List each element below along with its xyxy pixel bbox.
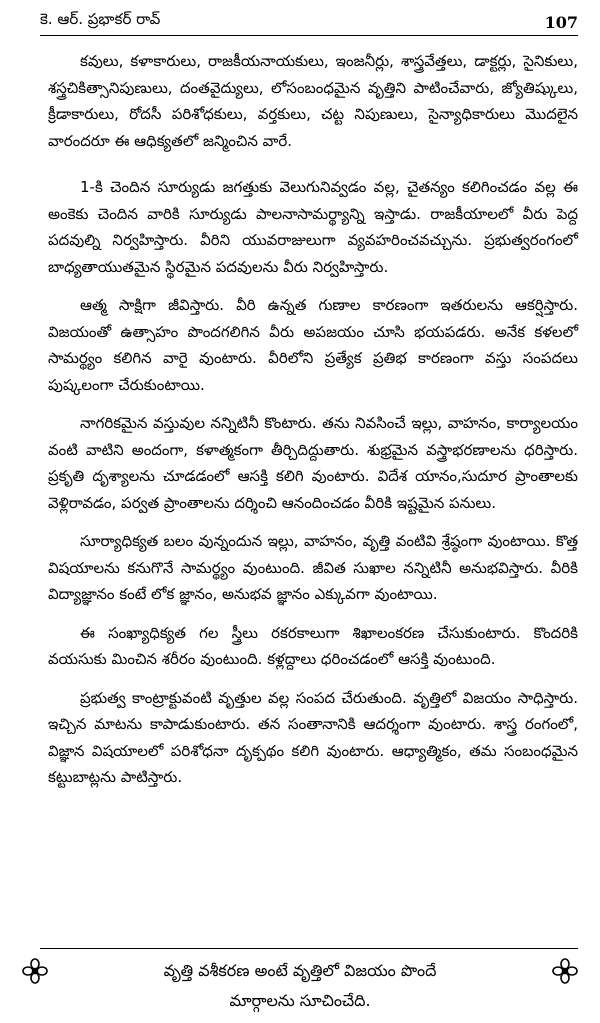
page-header — [40, 6, 578, 36]
page-number: 107 — [544, 13, 578, 32]
footer-note — [20, 956, 580, 1016]
page-body — [48, 48, 578, 803]
paragraph: ప్రభుత్వ కాంట్రాక్టువంటి వృత్తుల వల్ల సంపద చేరుతుంది. వృత్తిలో విజయం సాధిస్తారు. ఇచ్చిన మాటను కాపాడుకుంటారు. తన సంతానానికి ఆదర్శంగా వుంటారు. శాస్త్ర రంగంలో, విజ్ఞాన విషయాలలో పరిశోధనా దృక్పథం కలిగి వుంటారు. ఆధ్యాత్మికం, తమ సంబంధమైన కట్టుబాట్లను పాటిస్తారు. — [48, 688, 578, 786]
paragraph: ఈ సంఖ్యాధిక్యత గల స్త్రీలు రకరకాలుగా శిఖాలంకరణ చేసుకుంటారు. కొందరికి వయసుకు మించిన శరీరం వుంటుంది. కళ్లద్దాలు ధరించడంలో ఆసక్తి వుంటుంది. — [48, 623, 578, 668]
paragraph: నాగరికమైన వస్తువుల నన్నిటినీ కొంటారు. తను నివసించే ఇల్లు, వాహనం, కార్యాలయం వంటి వాటిని అందంగా, కళాత్మకంగా తీర్చిదిద్దుతారు. శుభ్రమైన వస్త్రాభరణాలను ధరిస్తారు. ప్రకృతి దృశ్యాలను చూడడంలో ఆసక్తి కలిగి వుంటారు. విదేశ యానం,సుదూర ప్రాంతాలకు వెళ్లిరావడం, పర్వత ప్రాంతాలను దర్శించి ఆనందించడం వీరికి ఇష్టమైన పనులు. — [48, 414, 578, 512]
paragraph: కవులు, కళాకారులు, రాజకీయనాయకులు, ఇంజనీర్లు, శాస్త్రవేత్తలు, డాక్టర్లు, సైనికులు, శస్త్రచికిత్సానిపుణులు, దంతవైద్యులు, లోసంబంధమైన వృత్తిని పాటించేవారు, జ్యోతిష్కులు, క్రీడాకారులు, రోదసీ పరిశోధకులు, వర్తకులు, చట్ట నిపుణులు, సైన్యాధికారులు మొదలైన వారందరూ ఈ ఆధిక్యతలో జన్మించిన వారే. — [48, 52, 578, 150]
running-head-author: కె. ఆర్. ప్రభాకర్ రావ్ — [40, 10, 161, 28]
paragraph: సూర్యాధిక్యత బలం వున్నందున ఇల్లు, వాహనం, వృత్తి వంటివి శ్రేష్ఠంగా వుంటాయి. కొత్త విషయాలను కనుగొనే సామర్థ్యం వుంటుంది. జీవిత సుఖాల నన్నిటినీ అనుభవిస్తారు. వీరికి విద్యాజ్ఞానం కంటే లోక జ్ఞానం, అనుభవ జ్ఞానం ఎక్కువగా వుంటాయి. — [48, 532, 578, 603]
footer-divider — [40, 948, 578, 949]
footer-line-1: వృత్తి వశీకరణ అంటే వృత్తిలో విజయం పొందే — [163, 961, 437, 980]
paragraph: 1-కి చెందిన సూర్యుడు జగత్తుకు వెలుగునివ్వడం వల్ల, చైతన్యం కలిగించడం వల్ల ఈ అంకెకు చెందిన వారికి సూర్యుడు పాలనాసామర్థ్యాన్ని ఇస్తాడు. రాజకీయాలలో వీరు పెద్ద పదవుల్ని నిర్వహిస్తారు. వీరిని యువరాజులుగా వ్యవహరించవచ్చును. ప్రభుత్వరంగంలో బాధ్యతాయుతమైన స్థిరమైన పదవులను వీరు నిర్వహిస్తారు. — [48, 178, 578, 276]
flower-icon — [552, 958, 578, 984]
footer-line-2: మార్గాలను సూచించేది. — [229, 991, 371, 1010]
paragraph: ఆత్మ సాక్షిగా జీవిస్తారు. వీరి ఉన్నత గుణాల కారణంగా ఇతరులను ఆకర్షిస్తారు. విజయంతో ఉత్సాహం పొందగలిగిన వీరు అపజయం చూసి భయపడరు. అనేక కళలలో సామర్థ్యం కలిగిన వారై వుంటారు. వీరిలోని ప్రత్యేక ప్రతిభ కారణంగా వస్తు సంపదలు పుష్కలంగా చేరుకుంటాయి. — [48, 296, 578, 394]
